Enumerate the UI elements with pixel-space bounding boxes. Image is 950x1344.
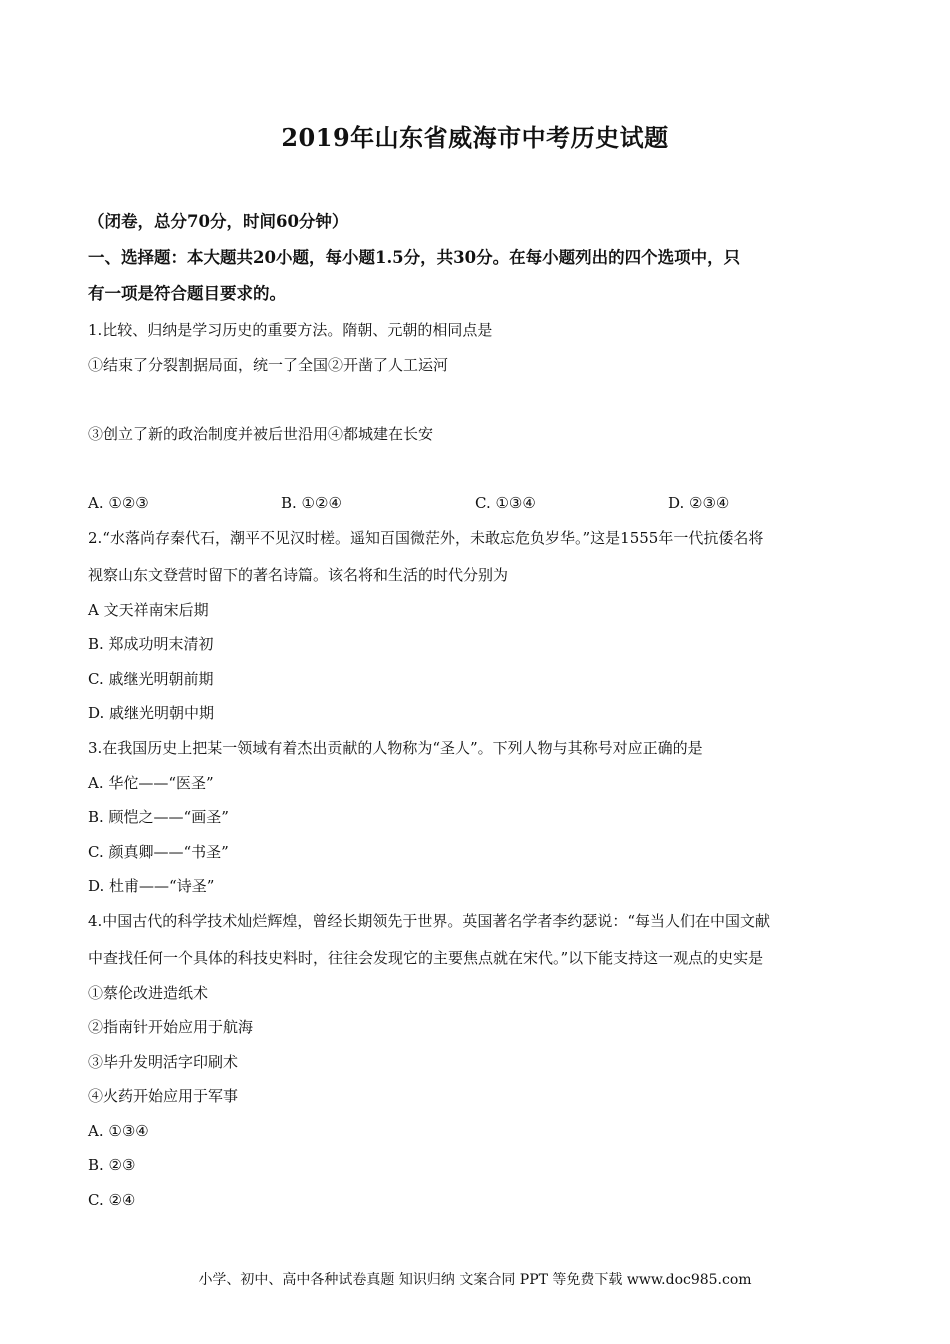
q1-option-d: D. ②③④ [668,494,730,512]
q4-option-b: B. ②③ [88,1156,136,1174]
q1-option-b: B. ①②④ [281,494,342,512]
q3-stem: 3.在我国历史上把某一领域有着杰出贡献的人物称为“圣人”。下列人物与其称号对应正确的是 [88,739,703,757]
q3-option-c: C. 颜真卿——“书圣” [88,843,229,861]
section-heading-line2: 有一项是符合题目要求的。 [88,284,286,303]
q1-option-c: C. ①③④ [475,494,536,512]
q2-option-a: A 文天祥南宋后期 [88,601,209,619]
q2-option-c: C. 戚继光明朝前期 [88,670,214,688]
q2-option-b: B. 郑成功明末清初 [88,635,214,653]
q4-item-4: ④火药开始应用于军事 [88,1087,239,1105]
q4-item-3: ③毕升发明活字印刷术 [88,1053,239,1071]
q1-statement-line1: ①结束了分裂割据局面，统一了全国②开凿了人工运河 [88,356,449,374]
q4-option-c: C. ②④ [88,1191,136,1209]
q3-option-a: A. 华佗——“医圣” [88,774,214,792]
q2-stem-line1: 2.“水落尚存秦代石，潮平不见汉时槎。遥知百国微茫外，未敢忘危负岁华。”这是1555年一代抗倭名将 [88,529,764,547]
q1-option-a: A. ①②③ [88,494,149,512]
q2-stem-line2: 视察山东文登营时留下的著名诗篇。该名将和生活的时代分别为 [88,566,509,584]
q4-item-2: ②指南针开始应用于航海 [88,1018,254,1036]
page-title: 2019年山东省威海市中考历史试题 [281,123,669,152]
q4-stem-line1: 4.中国古代的科学技术灿烂辉煌，曾经长期领先于世界。英国著名学者李约瑟说：“每当人们在中国文献 [88,912,770,930]
q2-option-d: D. 戚继光明朝中期 [88,704,215,722]
q4-item-1: ①蔡伦改进造纸术 [88,984,209,1002]
q1-statement-line2: ③创立了新的政治制度并被后世沿用④都城建在长安 [88,425,434,443]
q4-stem-line2: 中查找任何一个具体的科技史料时，往往会发现它的主要焦点就在宋代。”以下能支持这一观点的史实是 [88,949,764,967]
exam-info: （闭卷，总分70分，时间60分钟） [88,212,349,231]
q3-option-d: D. 杜甫——“诗圣” [88,877,215,895]
q3-option-b: B. 顾恺之——“画圣” [88,808,229,826]
q4-option-a: A. ①③④ [88,1122,149,1140]
q1-stem: 1.比较、归纳是学习历史的重要方法。隋朝、元朝的相同点是 [88,321,493,339]
page-footer: 小学、初中、高中各种试卷真题 知识归纳 文案合同 PPT 等免费下载 www.doc985.com [198,1272,752,1288]
section-heading-line1: 一、选择题：本大题共20小题，每小题1.5分，共30分。在每小题列出的四个选项中，只 [88,248,741,267]
